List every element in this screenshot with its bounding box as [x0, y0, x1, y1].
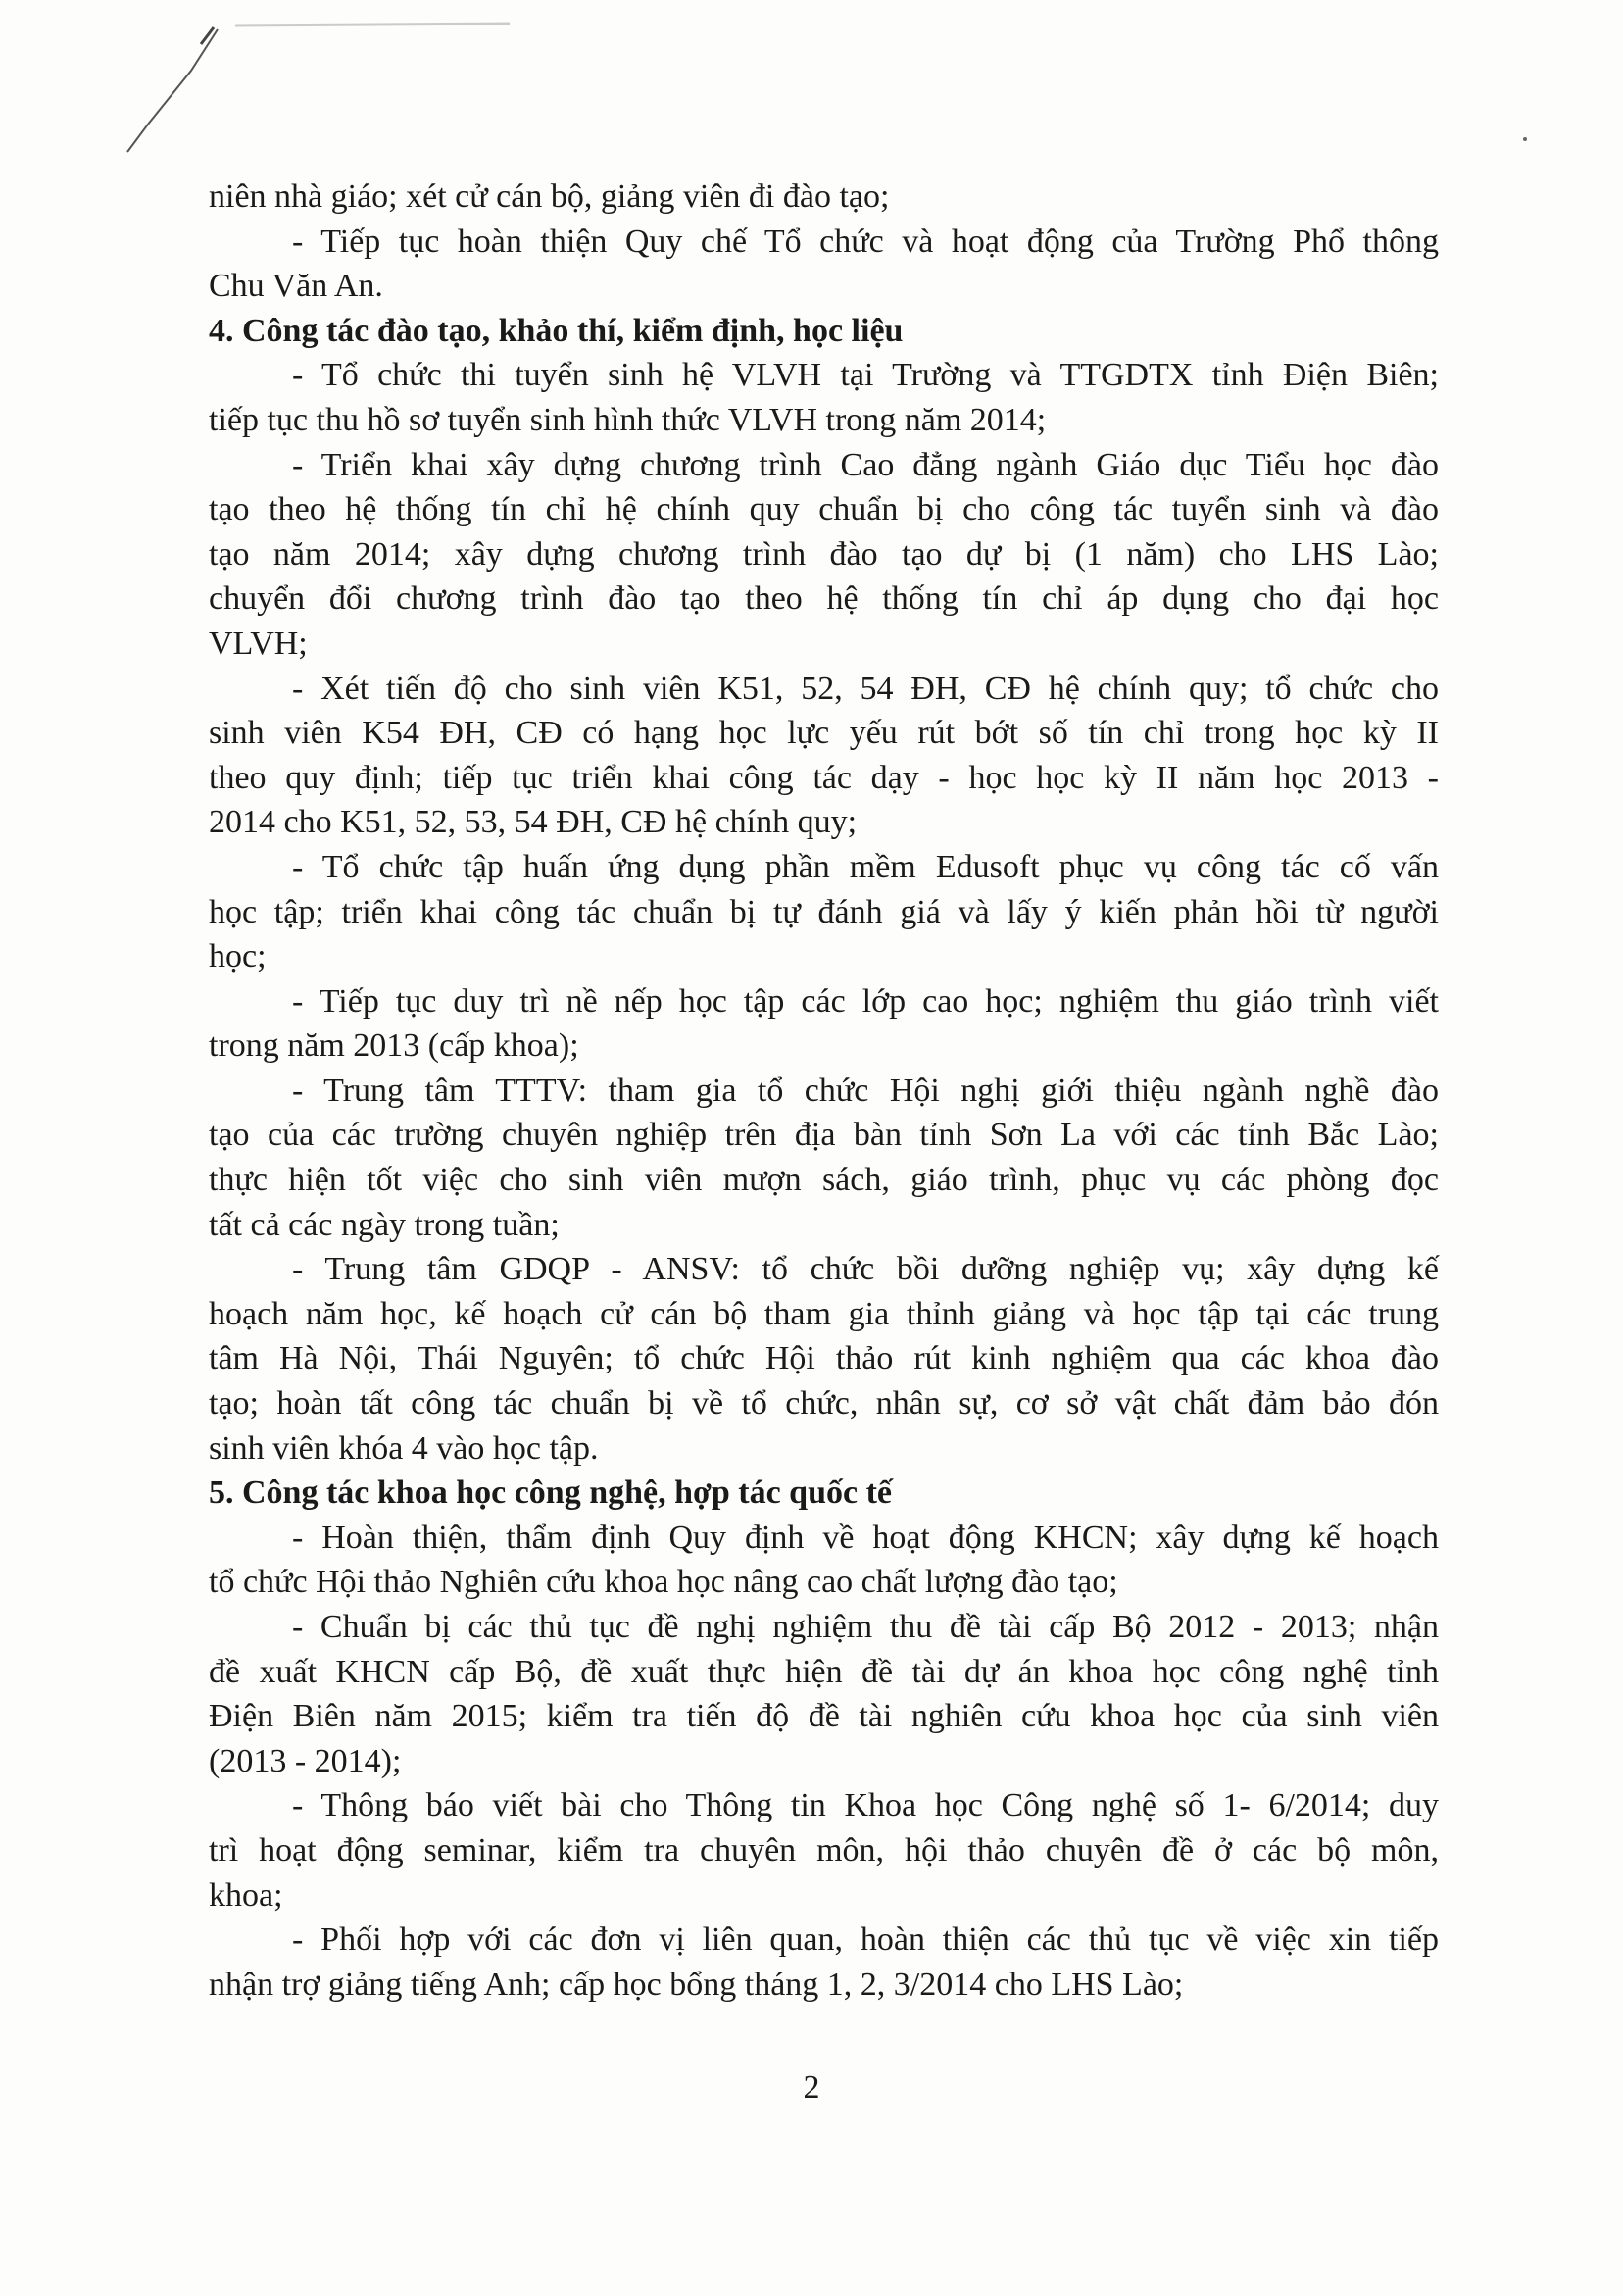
- text-line: sinh viên K54 ĐH, CĐ có hạng học lực yếu rút bớt số tín chỉ trong học kỳ II: [209, 715, 1439, 752]
- text-line: học tập; triển khai công tác chuẩn bị tự đánh giá và lấy ý kiến phản hồi từ người: [209, 893, 1439, 930]
- text-line: (2013 - 2014);: [209, 1742, 402, 1779]
- section-heading-5: 5. Công tác khoa học công nghệ, hợp tác quốc tế: [209, 1474, 892, 1512]
- text-line: - Tổ chức tập huấn ứng dụng phần mềm Edusoft phục vụ công tác cố vấn: [292, 848, 1439, 885]
- text-line: - Thông báo viết bài cho Thông tin Khoa học Công nghệ số 1- 6/2014; duy: [292, 1787, 1439, 1824]
- text-line: trì hoạt động seminar, kiểm tra chuyên môn, hội thảo chuyên đề ở các bộ môn,: [209, 1831, 1439, 1869]
- page-number: 2: [803, 2070, 820, 2106]
- text-line: niên nhà giáo; xét cử cán bộ, giảng viên đi đào tạo;: [209, 178, 890, 215]
- text-line: Điện Biên năm 2015; kiểm tra tiến độ đề tài nghiên cứu khoa học của sinh viên: [209, 1698, 1439, 1735]
- text-line: học;: [209, 938, 267, 975]
- text-line: thực hiện tốt việc cho sinh viên mượn sách, giáo trình, phục vụ các phòng đọc: [209, 1162, 1439, 1199]
- text-line: tâm Hà Nội, Thái Nguyên; tổ chức Hội thảo rút kinh nghiệm qua các khoa đào: [209, 1340, 1439, 1377]
- text-line: - Tiếp tục duy trì nề nếp học tập các lớp cao học; nghiệm thu giáo trình viết: [292, 982, 1439, 1020]
- text-line: - Tiếp tục hoàn thiện Quy chế Tổ chức và hoạt động của Trường Phổ thông: [292, 223, 1439, 260]
- text-line: tạo theo hệ thống tín chỉ hệ chính quy chuẩn bị cho công tác tuyển sinh và đào: [209, 491, 1439, 528]
- text-line: nhận trợ giảng tiếng Anh; cấp học bổng tháng 1, 2, 3/2014 cho LHS Lào;: [209, 1966, 1184, 2003]
- text-line: - Triển khai xây dựng chương trình Cao đẳng ngành Giáo dục Tiểu học đào: [292, 446, 1439, 483]
- text-line: VLVH;: [209, 624, 308, 662]
- text-line: sinh viên khóa 4 vào học tập.: [209, 1429, 599, 1467]
- text-line: - Chuẩn bị các thủ tục đề nghị nghiệm thu đề tài cấp Bộ 2012 - 2013; nhận: [292, 1609, 1439, 1645]
- body-text: [209, 175, 1439, 2007]
- text-line: tạo năm 2014; xây dựng chương trình đào tạo dự bị (1 năm) cho LHS Lào;: [209, 535, 1439, 573]
- text-line: tạo của các trường chuyên nghiệp trên địa bàn tỉnh Sơn La với các tỉnh Bắc Lào;: [209, 1117, 1439, 1154]
- scan-speck: [1523, 137, 1527, 141]
- scan-corner-mark: [0, 0, 549, 196]
- text-line: theo quy định; tiếp tục triển khai công tác dạy - học học kỳ II năm học 2013 -: [209, 759, 1439, 796]
- text-line: trong năm 2013 (cấp khoa);: [209, 1027, 579, 1065]
- text-line: - Trung tâm TTTV: tham gia tổ chức Hội nghị giới thiệu ngành nghề đào: [292, 1072, 1439, 1109]
- text-line: 2014 cho K51, 52, 53, 54 ĐH, CĐ hệ chính quy;: [209, 804, 858, 841]
- text-line: chuyển đổi chương trình đào tạo theo hệ thống tín chỉ áp dụng cho đại học: [209, 580, 1439, 618]
- text-line: Chu Văn An.: [209, 268, 383, 305]
- text-line: đề xuất KHCN cấp Bộ, đề xuất thực hiện đề tài dự án khoa học công nghệ tỉnh: [209, 1653, 1439, 1690]
- text-line: - Phối hợp với các đơn vị liên quan, hoàn thiện các thủ tục về việc xin tiếp: [292, 1922, 1439, 1959]
- text-line: tiếp tục thu hồ sơ tuyển sinh hình thức VLVH trong năm 2014;: [209, 401, 1047, 438]
- text-line: tạo; hoàn tất công tác chuẩn bị về tổ chức, nhân sự, cơ sở vật chất đảm bảo đón: [209, 1385, 1439, 1423]
- section-heading-4: 4. Công tác đào tạo, khảo thí, kiểm định, học liệu: [209, 312, 904, 349]
- text-line: - Tổ chức thi tuyển sinh hệ VLVH tại Trường và TTGDTX tỉnh Điện Biên;: [292, 357, 1439, 394]
- text-line: tất cả các ngày trong tuần;: [209, 1206, 560, 1243]
- text-line: khoa;: [209, 1876, 283, 1914]
- text-line: tổ chức Hội thảo Nghiên cứu khoa học nâng cao chất lượng đào tạo;: [209, 1564, 1118, 1601]
- text-line: - Trung tâm GDQP - ANSV: tổ chức bồi dưỡng nghiệp vụ; xây dựng kế: [292, 1251, 1439, 1288]
- text-line: - Xét tiến độ cho sinh viên K51, 52, 54 ĐH, CĐ hệ chính quy; tổ chức cho: [292, 670, 1439, 707]
- text-line: hoạch năm học, kế hoạch cử cán bộ tham gia thỉnh giảng và học tập tại các trung: [209, 1295, 1439, 1332]
- text-line: - Hoàn thiện, thẩm định Quy định về hoạt động KHCN; xây dựng kế hoạch: [292, 1519, 1439, 1556]
